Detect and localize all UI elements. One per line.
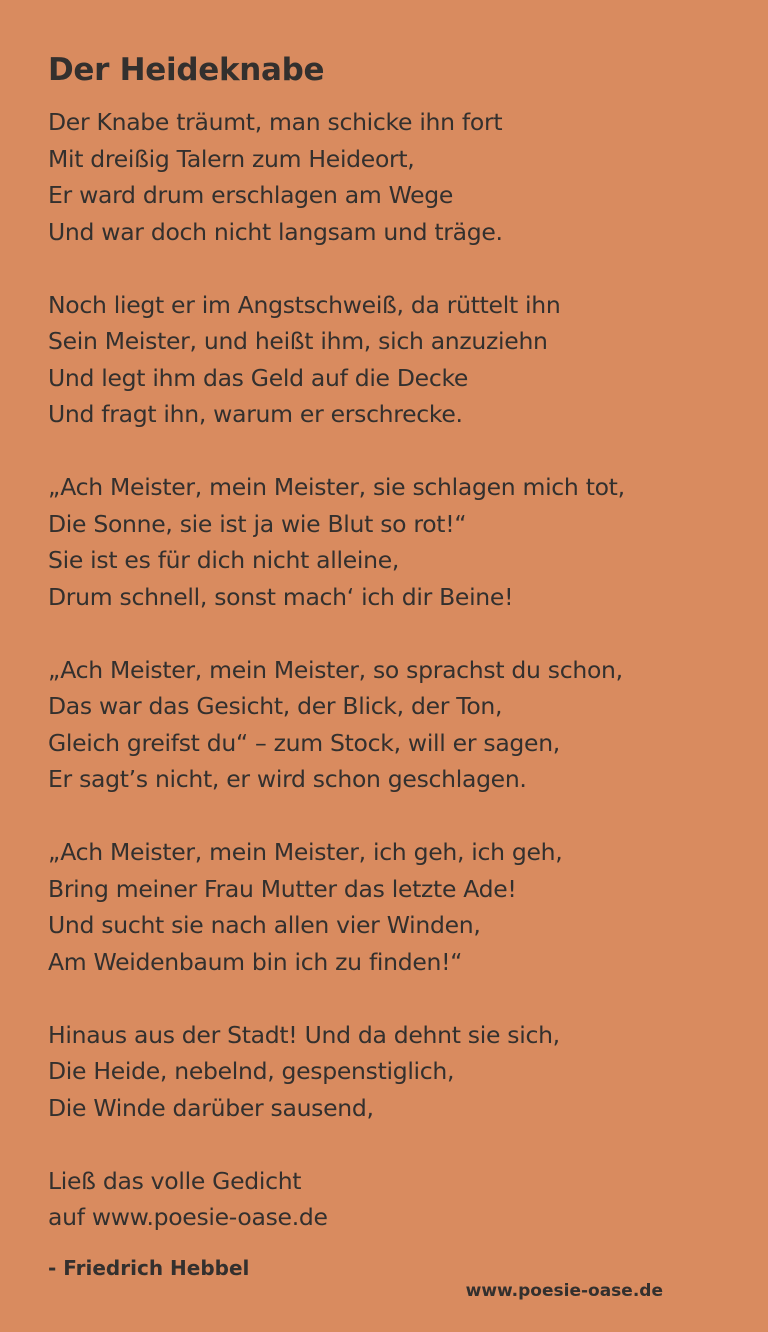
poem-line: Die Heide, nebelnd, gespenstiglich, bbox=[48, 1057, 455, 1085]
poem-line: Der Knabe träumt, man schicke ihn fort bbox=[48, 108, 503, 136]
poem-line: Und legt ihm das Geld auf die Decke bbox=[48, 363, 469, 392]
poem-line: Noch liegt er im Angstschweiß, da rüttelt ihn bbox=[48, 290, 561, 319]
poem-line: Drum schnell, sonst mach‘ ich dir Beine! bbox=[48, 582, 514, 611]
poem-line: Hinaus aus der Stadt! Und da dehnt sie sich, bbox=[48, 1020, 560, 1049]
poem-line: „Ach Meister, mein Meister, sie schlagen mich tot, bbox=[48, 473, 625, 501]
footer-website-url: www.poesie-oase.de bbox=[465, 1281, 663, 1301]
poem-author: - Friedrich Hebbel bbox=[48, 1256, 250, 1280]
poem-line: Bring meiner Frau Mutter das letzte Ade! bbox=[48, 874, 517, 903]
stanza-5 bbox=[48, 834, 738, 980]
poem-line: Ließ das volle Gedicht bbox=[48, 1166, 302, 1195]
stanza-2 bbox=[48, 287, 738, 433]
poem-line: Mit dreißig Talern zum Heideort, bbox=[48, 144, 415, 173]
poem-title: Der Heideknabe bbox=[48, 52, 325, 88]
poem-line: Und war doch nicht langsam und träge. bbox=[48, 217, 503, 246]
poem-line: Er sagt’s nicht, er wird schon geschlagen. bbox=[48, 765, 527, 793]
stanza-7 bbox=[48, 1163, 738, 1236]
poem-line: Die Winde darüber sausend, bbox=[48, 1093, 374, 1122]
stanza-1 bbox=[48, 104, 738, 250]
stanza-3 bbox=[48, 469, 738, 615]
poem-line: „Ach Meister, mein Meister, so sprachst du schon, bbox=[48, 655, 623, 684]
poem-line: Er ward drum erschlagen am Wege bbox=[48, 181, 454, 209]
poem-line: „Ach Meister, mein Meister, ich geh, ich geh, bbox=[48, 838, 563, 866]
poem-body bbox=[48, 104, 738, 1272]
poem-line: Und fragt ihn, warum er erschrecke. bbox=[48, 400, 463, 428]
poem-line: auf www.poesie-oase.de bbox=[48, 1203, 328, 1231]
stanza-6 bbox=[48, 1017, 738, 1127]
stanza-4 bbox=[48, 652, 738, 798]
poem-line: Die Sonne, sie ist ja wie Blut so rot!“ bbox=[48, 509, 467, 538]
poem-line: Und sucht sie nach allen vier Winden, bbox=[48, 911, 481, 939]
poem-line: Sein Meister, und heißt ihm, sich anzuziehn bbox=[48, 327, 548, 355]
poem-line: Gleich greifst du“ – zum Stock, will er sagen, bbox=[48, 728, 560, 757]
poem-line: Am Weidenbaum bin ich zu finden!“ bbox=[48, 947, 463, 976]
poem-line: Das war das Gesicht, der Blick, der Ton, bbox=[48, 692, 503, 720]
poem-line: Sie ist es für dich nicht alleine, bbox=[48, 546, 400, 574]
